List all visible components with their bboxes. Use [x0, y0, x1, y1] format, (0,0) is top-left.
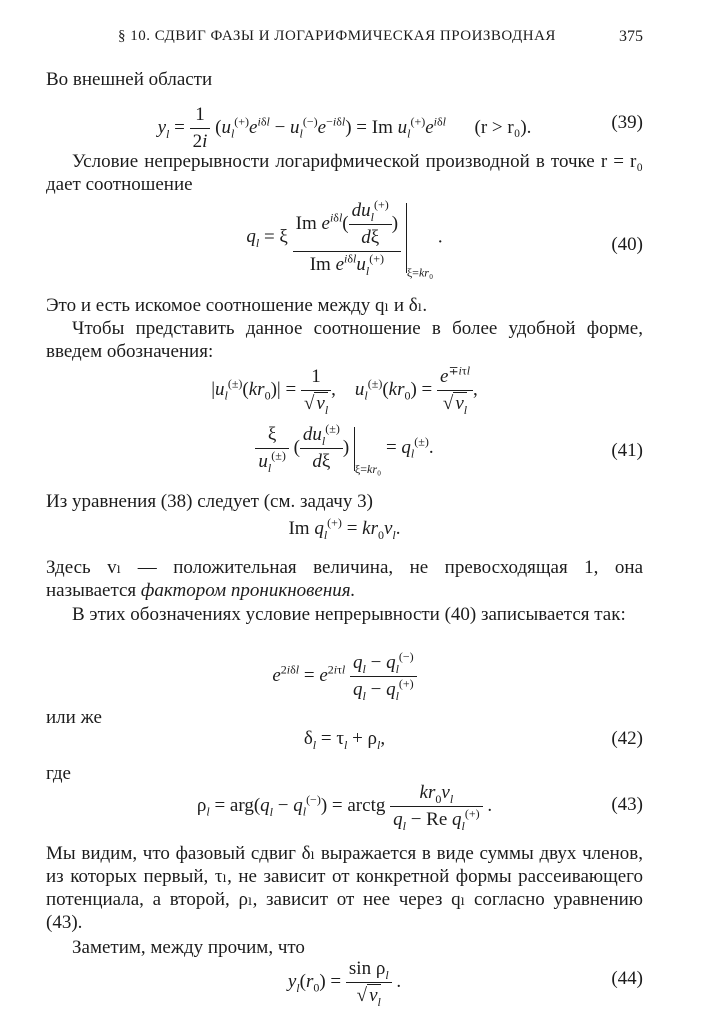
header-title: § 10. СДВИГ ФАЗЫ И ЛОГАРИФМИЧЕСКАЯ ПРОИЗВОДНАЯ	[118, 28, 556, 44]
eq39-condition: (r > r₀).	[474, 116, 532, 138]
equation-39: $y_l$ = $\frac{1}{2i}$ $(u_l^{(+)}e^{i\delta l} - u_l^{(-)}e^{-i\delta l}) = Im$ $u_l^{(+)}e^{i\delta l}$ (r > r₀). (39)	[157, 104, 643, 152]
equation-42: $\delta_l = \tau_l + \rho_l$, (42)	[303, 728, 643, 752]
page-number: 375	[619, 28, 643, 45]
equation-40: $q_l = \xi$ Im $e^{i\delta l}$( $\frac{du_l^{(+)}}{d\xi}$ ) Im $e^{i\delta l}u_l^{(+)}$ $_{\xi=kr_0}$ . (40)	[246, 197, 643, 280]
running-header	[100, 28, 643, 52]
equation-im-q: Im $q_l^{(+)} = kr_0v_l$.	[288, 515, 401, 542]
equation-41: $|u_l^{(\pm)}(kr_0)|$ = $\frac{1}{√ v_l}$ , $u_l^{(\pm)}(kr_0)$ = $\frac{e^{\mp i\tau l}}{√ v_l}$ , $\frac{\xi}{u_l^{(\pm)}}$ ( $\frac{du_l^{(\pm)}}{d\xi}$ ) $_{\xi=kr_0} = q_l^{(\pm)}$. (41)	[211, 363, 643, 476]
paragraph-from-eq38: Из уравнения (38) следует (см. задачу 3)	[46, 491, 373, 512]
paragraph-continuity-written: В этих обозначениях условие непрерывности (40) записывается так:	[72, 604, 626, 625]
eq-number-43: (43)	[611, 794, 643, 815]
eq-number-39: (39)	[611, 112, 643, 133]
eq-number-40: (40)	[611, 234, 643, 255]
paragraph-penetration	[46, 556, 643, 602]
penetration-text: Здесь vₗ — положительная величина, не превосходящая 1, она называется	[46, 557, 643, 601]
paragraph-relation: Это и есть искомое соотношение между qₗ и δₗ.	[46, 295, 428, 316]
equation-44: $y_l(r_0)$ = $\frac{\sin \rho_l}{√ v_l}$ . (44)	[287, 958, 643, 1009]
equation-43: $\rho_l = arg(q_l - q_l^{(-)})$ = arctg $\frac{kr_0v_l}{q_l - Re q_l^{(+)}}$ . (43)	[196, 782, 643, 833]
paragraph-outer-region: Во внешней области	[46, 69, 213, 90]
paragraph-where: где	[46, 763, 71, 784]
eq-number-41: (41)	[611, 440, 643, 461]
paragraph-note: Заметим, между прочим, что	[72, 937, 305, 958]
equation-exp-phase: $e^{2i\delta l} = e^{2i\tau l}$ $\frac{q_l - q_l^{(-)}}{q_l - q_l^{(+)}}$	[46, 652, 643, 700]
eq-number-42: (42)	[611, 728, 643, 749]
penetration-term: фактором проникновения.	[140, 580, 356, 601]
paragraph-notation: Чтобы представить данное соотношение в более удобной форме, введем обозначения:	[46, 318, 643, 362]
eq-number-44: (44)	[611, 968, 643, 989]
paragraph-phase-shift: Мы видим, что фазовый сдвиг δₗ выражается в виде суммы двух членов, из которых первый, τₗ, не зависит от конкретной формы рассеивающего потенциала, а второй, ρₗ, зависит от нее через qₗ согласно уравнению (43).	[46, 843, 643, 933]
paragraph-continuity: Условие непрерывности логарифмической производной в точке r = r₀ дает соотношение	[46, 151, 643, 195]
paragraph-or: или же	[46, 707, 102, 728]
